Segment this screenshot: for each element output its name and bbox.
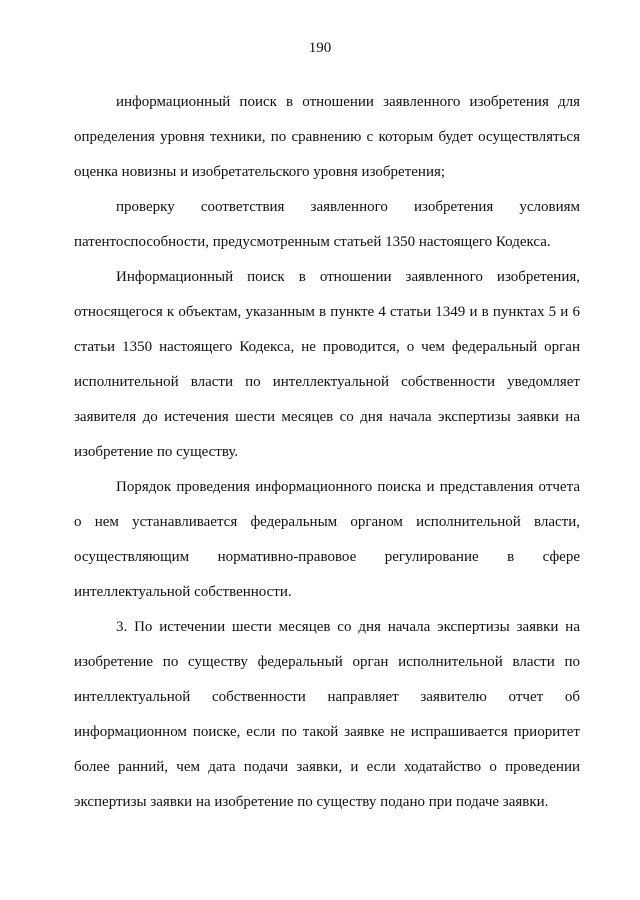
document-body — [74, 85, 580, 820]
paragraph-search-report: 3. По истечении шести месяцев со дня начала экспертизы заявки на изобретение по существу федеральный орган исполнительной власти по интеллектуальной собственности направляет заявителю отчет об информационном поиске, если по такой заявке не испрашивается приоритет более ранний, чем дата подачи заявки, и если ходатайство о проведении экспертизы заявки на изобретение по существу подано при подаче заявки. — [74, 619, 580, 810]
paragraph-patentability-check: проверку соответствия заявленного изобретения условиям патентоспособности, предусмотренным статьей 1350 настоящего Кодекса. — [74, 199, 580, 250]
paragraph-search-procedure: Порядок проведения информационного поиска и представления отчета о нем устанавливается федеральным органом исполнительной власти, осуществляющим нормативно-правовое регулирование в сфере интеллектуальной собственности. — [74, 479, 580, 600]
page-number: 190 — [308, 40, 332, 56]
paragraph-search-exemption: Информационный поиск в отношении заявленного изобретения, относящегося к объектам, указанным в пункте 4 статьи 1349 и в пунктах 5 и 6 статьи 1350 настоящего Кодекса, не проводится, о чем федеральный орган исполнительной власти по интеллектуальной собственности уведомляет заявителя до истечения шести месяцев со дня начала экспертизы заявки на изобретение по существу. — [74, 269, 580, 460]
paragraph-search-purpose: информационный поиск в отношении заявленного изобретения для определения уровня техники, по сравнению с которым будет осуществляться оценка новизны и изобретательского уровня изобретения; — [74, 94, 580, 180]
